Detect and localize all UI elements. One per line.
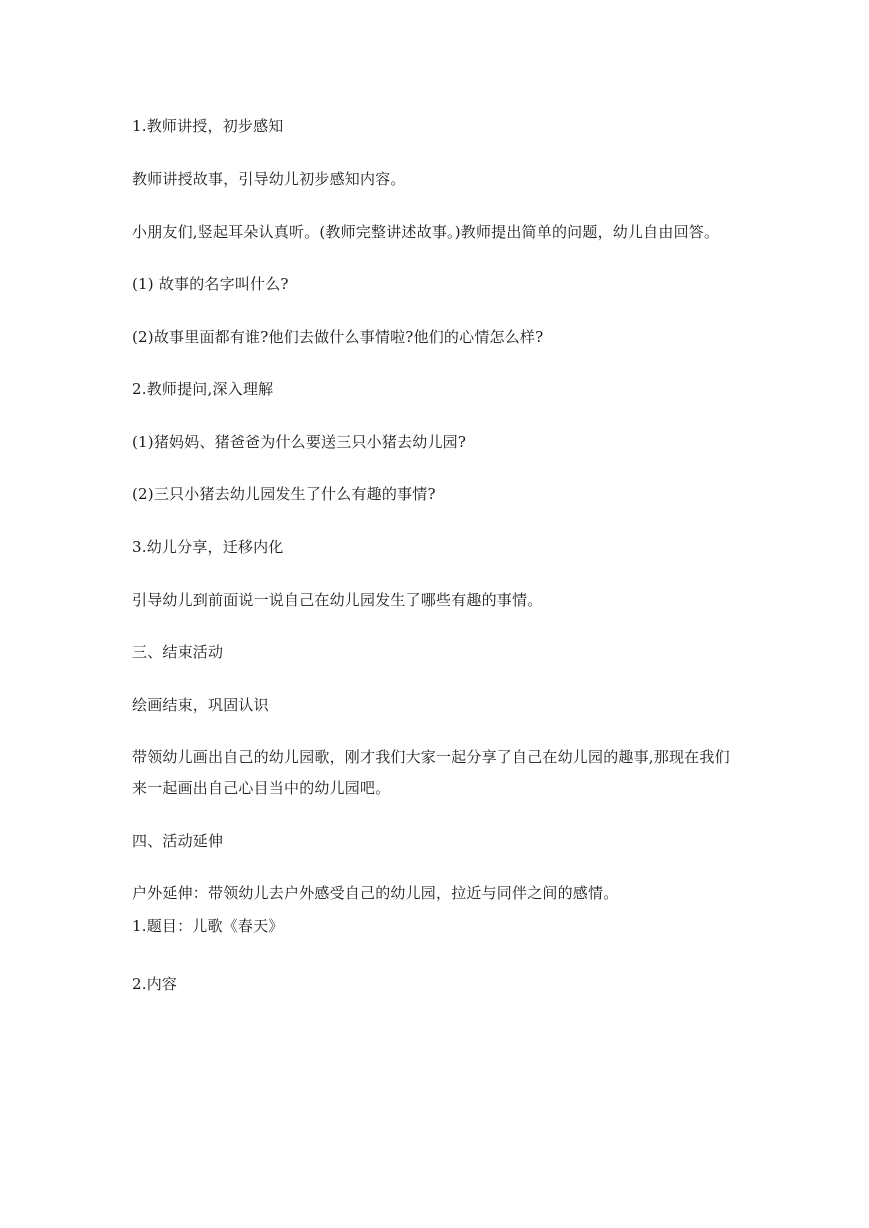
paragraph-share: 引导幼儿到前面说一说自己在幼儿园发生了哪些有趣的事情。 bbox=[132, 591, 543, 609]
paragraph-listen: 小朋友们,竖起耳朵认真听。(教师完整讲述故事。)教师提出简单的问题，幼儿自由回答。 bbox=[132, 223, 720, 241]
question-2: (2)故事里面都有谁?他们去做什么事情啦?他们的心情怎么样? bbox=[132, 328, 544, 346]
paragraph-teacher-story: 教师讲授故事，引导幼儿初步感知内容。 bbox=[132, 170, 406, 188]
question-pigs-1: (1)猪妈妈、猪爸爸为什么要送三只小猪去幼儿园? bbox=[132, 433, 467, 451]
section-4-heading: 四、活动延伸 bbox=[132, 832, 224, 850]
step-3-heading: 3.幼儿分享，迁移内化 bbox=[132, 538, 284, 556]
step-1-heading: 1.教师讲授，初步感知 bbox=[132, 117, 284, 135]
question-1: (1) 故事的名字叫什么? bbox=[132, 275, 289, 293]
content-heading: 2.内容 bbox=[132, 975, 178, 993]
section-3-heading: 三、结束活动 bbox=[132, 643, 224, 661]
paragraph-drawing-line-2: 来一起画出自己心目当中的幼儿园吧。 bbox=[132, 779, 391, 797]
paragraph-outdoor: 户外延伸：带领幼儿去户外感受自己的幼儿园，拉近与同伴之间的感情。 bbox=[132, 884, 619, 902]
step-2-heading: 2.教师提问,深入理解 bbox=[132, 380, 274, 398]
song-title: 1.题目：儿歌《春天》 bbox=[132, 917, 284, 935]
drawing-heading: 绘画结束，巩固认识 bbox=[132, 696, 269, 714]
paragraph-drawing-line-1: 带领幼儿画出自己的幼儿园歌，刚才我们大家一起分享了自己在幼儿园的趣事,那现在我们 bbox=[132, 748, 730, 766]
question-pigs-2: (2)三只小猪去幼儿园发生了什么有趣的事情? bbox=[132, 485, 436, 503]
